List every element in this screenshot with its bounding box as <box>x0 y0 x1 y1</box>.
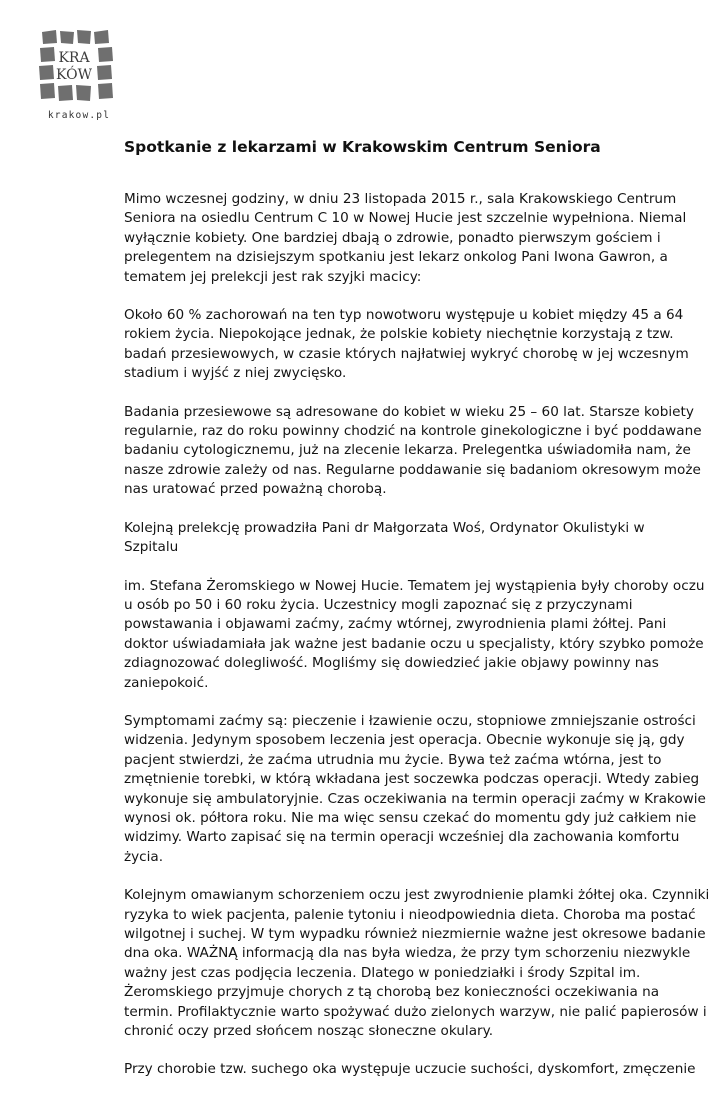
paragraph-3: Badania przesiewowe są adresowane do kobiet w wieku 25 – 60 lat. Starsze kobiety regularnie, raz do roku powinny chodzić na kontrole ginekologiczne i być poddawane badaniu cytologicznemu, już na zlecenie lekarza. Prelegentka uświadomiła nam, że nasze zdrowie zależy od nas. Regularne poddawanie się badaniom okresowym może nas uratować przed poważną chorobą. <box>124 403 702 498</box>
logo-text-line2: KÓW <box>56 67 92 83</box>
document-title: Spotkanie z lekarzami w Krakowskim Centrum Seniora <box>124 138 601 156</box>
krakow-logo-mark <box>34 28 124 108</box>
paragraph-2: Około 60 % zachorowań na ten typ nowotworu występuje u kobiet między 45 a 64 rokiem życia. Niepokojące jednak, że polskie kobiety niechętnie korzystają z tzw. badań przesiewowych, w czasie których najłatwiej wykryć chorobę w jej wczesnym stadium i wyjść z niej zwycięsko. <box>124 307 689 382</box>
logo-caption: krakow.pl <box>47 110 111 121</box>
paragraph-1: Mimo wczesnej godziny, w dniu 23 listopada 2015 r., sala Krakowskiego Centrum Seniora na osiedlu Centrum C 10 w Nowej Hucie jest szczelnie wypełniona. Niemal wyłącznie kobiety. One bardziej dbają o zdrowie, ponadto pierwszym gościem i prelegentem na dzisiejszym spotkaniu jest lekarz onkolog Pani Iwona Gawron, a tematem jej prelekcji jest rak szyjki macicy: <box>124 191 687 285</box>
paragraph-4: Kolejną prelekcję prowadziła Pani dr Małgorzata Woś, Ordynator Okulistyki w Szpitalu <box>124 519 645 556</box>
paragraph-6: Symptomami zaćmy są: pieczenie i łzawienie oczu, stopniowe zmniejszanie ostrości widzenia. Jedynym sposobem leczenia jest operacja. Obecnie wykonuje się ją, gdy pacjent stwierdzi, że zaćma utrudnia mu życie. Bywa też zaćma wtórna, jest to zmętnienie torebki, w którą wkładana jest soczewka podczas operacji. Wtedy zabieg wykonuje się ambulatoryjnie. Czas oczekiwania na termin operacji zaćmy w Krakowie wynosi ok. półtora roku. Nie ma więc sensu czekać do momentu gdy już całkiem nie widzimy. Warto zapisać się na termin operacji wcześniej dla zachowania komfortu życia. <box>124 712 706 865</box>
paragraph-7: Kolejnym omawianym schorzeniem oczu jest zwyrodnienie plamki żółtej oka. Czynniki ryzyka to wiek pacjenta, palenie tytoniu i nieodpowiednia dieta. Choroba ma postać wilgotnej i suchej. W tym wypadku również niezmiernie ważne jest okresowe badanie dna oka. WAŻNĄ informacją dla nas była wiedza, że przy tym schorzeniu niezwykle ważny jest czas podjęcia leczenia. Dlatego w poniedziałki i środy Szpital im. Żeromskiego przyjmuje chorych z tą chorobą bez konieczności oczekiwania na termin. Profilaktycznie warto spożywać dużo zielonych warzyw, nie palić papierosów i chronić oczy przed słońcem nosząc słoneczne okulary. <box>124 887 710 1040</box>
logo-text-line1: KRA <box>58 50 90 66</box>
krakow-logo[interactable] <box>34 28 124 124</box>
document-body <box>124 190 714 1099</box>
paragraph-5: im. Stefana Żeromskiego w Nowej Hucie. Tematem jej wystąpienia były choroby oczu u osób po 50 i 60 roku życia. Uczestnicy mogli zapoznać się z przyczynami powstawania i objawami zaćmy, zaćmy wtórnej, zwyrodnienia plami żółtej. Pani doktor uświadamiała jak ważne jest badanie oczu u specjalisty, który szybko pomoże zdiagnozować dolegliwość. Mogliśmy się dowiedzieć jakie objawy powinny nas zaniepokoić. <box>124 577 705 691</box>
paragraph-8: Przy chorobie tzw. suchego oka występuje uczucie suchości, dyskomfort, zmęczenie <box>124 1061 696 1078</box>
